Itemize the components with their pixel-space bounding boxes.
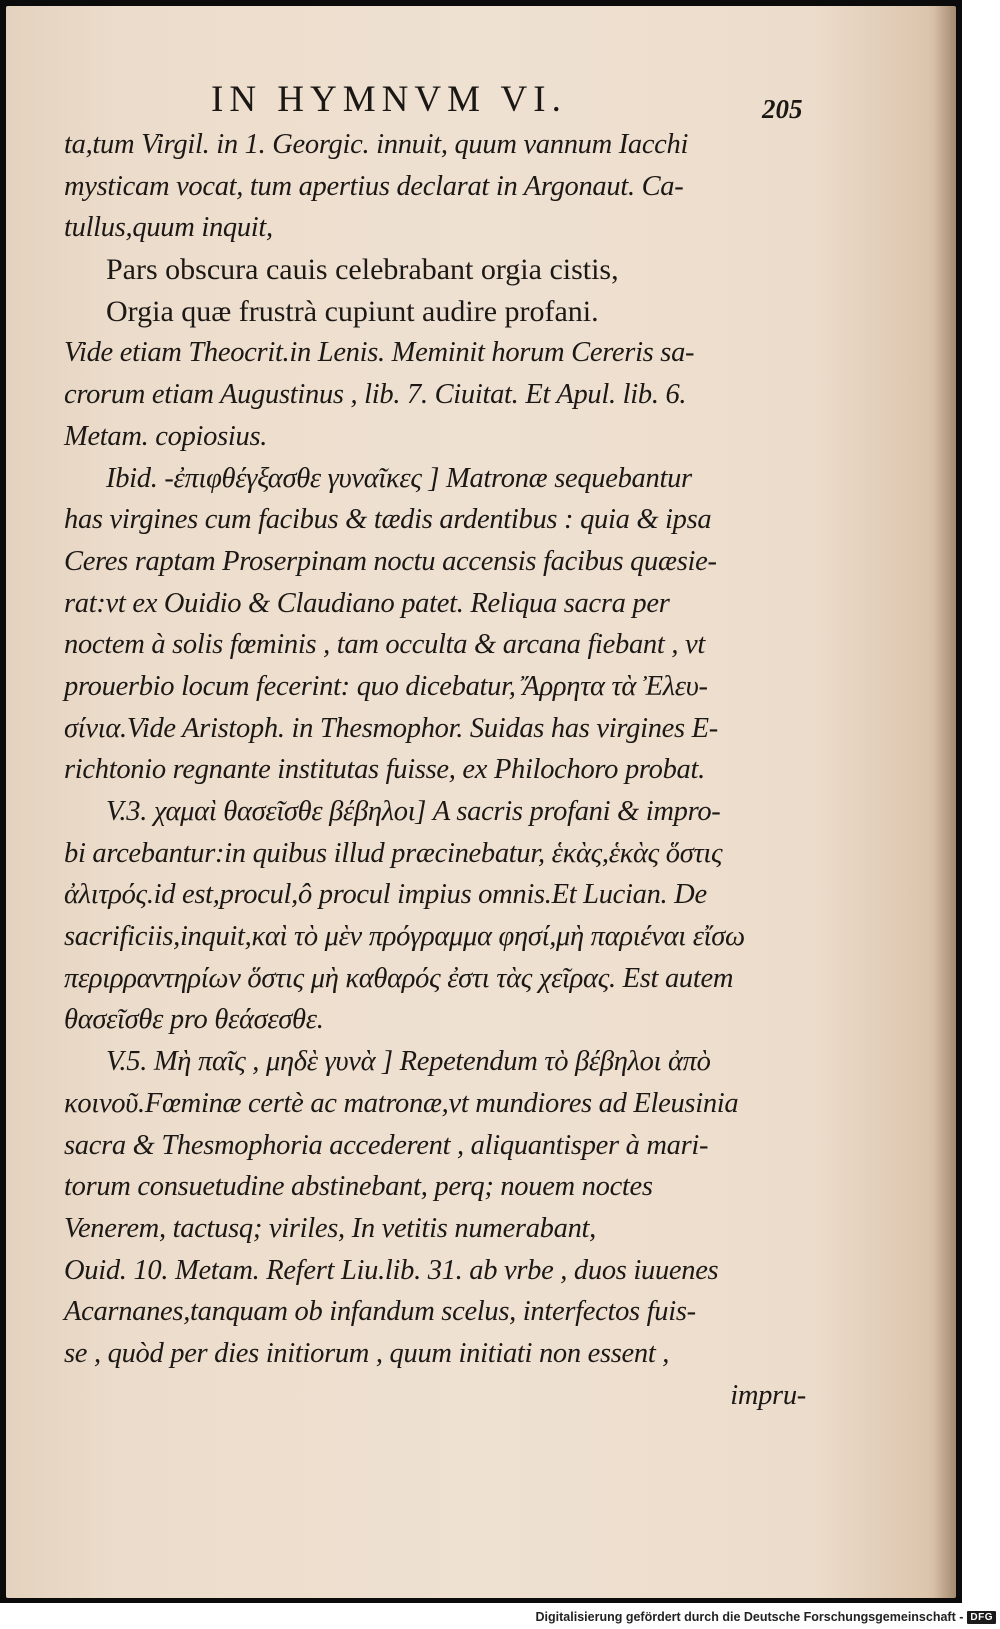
- text-line-1: ta,tum Virgil. in 1. Georgic. innuit, quum vannum Iacchi: [64, 129, 689, 160]
- text-line-21: περιρραντηρίων ὅστις μὴ καθαρός ἐστι τὰς χεῖρας. Est autem: [64, 962, 734, 994]
- verse-line-1: Pars obscura cauis celebrabant orgia cistis,: [106, 253, 619, 287]
- text-line-16: richtonio regnante institutas fuisse, ex Philochoro probat.: [64, 754, 705, 786]
- catchword: impru-: [730, 1379, 806, 1411]
- gutter-shadow: [934, 6, 956, 1598]
- page-header: [6, 78, 956, 128]
- verse-line-2: Orgia quæ frustrà cupiunt audire profani.: [106, 294, 599, 328]
- book-page: [6, 6, 956, 1598]
- text-line-29: Acarnanes,tanquam ob infandum scelus, interfectos fuis-: [64, 1296, 696, 1328]
- text-line-24: κοινοῦ.Fœminæ certè ac matronæ,vt mundiores ad Eleusinia: [64, 1087, 739, 1119]
- dfg-logo-icon: DFG: [967, 1611, 996, 1624]
- text-line-13: noctem à solis fœminis , tam occulta & arcana fiebant , vt: [64, 629, 705, 661]
- text-line-9: Ibid. -ἐπιφθέγξασθε γυναῖκες ] Matronæ sequebantur: [106, 462, 692, 494]
- funding-credit: Digitalisierung gefördert durch die Deutsche Forschungsgemeinschaft -: [535, 1610, 964, 1624]
- text-line-30: se , quòd per dies initiorum , quum initiati non essent ,: [64, 1337, 670, 1369]
- text-line-25: sacra & Thesmophoria accederent , aliquantisper à mari-: [64, 1129, 709, 1161]
- text-line-3: tullus,quum inquit,: [64, 212, 273, 244]
- text-line-11: Ceres raptam Proserpinam noctu accensis facibus quæsie-: [64, 545, 717, 577]
- text-line-7: crorum etiam Augustinus , lib. 7. Ciuitat. Et Apul. lib. 6.: [64, 379, 687, 411]
- text-line-17: V.3. χαμαὶ θασεῖσθε βέβηλοι] A sacris profani & impro-: [106, 796, 721, 827]
- page-number: 205: [762, 94, 803, 124]
- text-line-23: V.5. Μὴ παῖς , μηδὲ γυνὰ ] Repetendum τὸ βέβηλοι ἀπὸ: [106, 1046, 711, 1078]
- text-line-22: θασεῖσθε pro θεάσεσθε.: [64, 1004, 324, 1036]
- text-line-27: Venerem, tactusq; viriles, In vetitis numerabant,: [64, 1212, 596, 1244]
- page-surface: [6, 6, 956, 1598]
- running-head: IN HYMNVM VI.: [211, 79, 567, 120]
- text-line-28: Ouid. 10. Metam. Refert Liu.lib. 31. ab vrbe , duos iuuenes: [64, 1254, 719, 1286]
- text-line-10: has virgines cum facibus & tædis ardentibus : quia & ipsa: [64, 504, 712, 536]
- body-text: [64, 124, 806, 1416]
- text-line-12: rat:vt ex Ouidio & Claudiano patet. Reliqua sacra per: [64, 587, 670, 619]
- text-line-14: prouerbio locum fecerint: quo dicebatur, Ἄρρητα τὰ Ἐλευ-: [64, 670, 708, 702]
- text-line-19: ἀλιτρός.id est,procul,ô procul impius omnis.Et Lucian. De: [64, 879, 707, 911]
- text-line-26: torum consuetudine abstinebant, perq; nouem noctes: [64, 1171, 653, 1203]
- text-line-8: Metam. copiosius.: [64, 420, 268, 452]
- text-line-6: Vide etiam Theocrit.in Lenis. Meminit horum Cereris sa-: [64, 337, 695, 369]
- digitization-footer: [0, 1607, 1000, 1627]
- text-line-2: mysticam vocat, tum apertius declarat in Argonaut. Ca-: [64, 170, 684, 202]
- text-line-18: bi arcebantur:in quibus illud præcinebatur, ἑκὰς,ἑκὰς ὅστις: [64, 837, 723, 869]
- text-line-15: σίνια.Vide Aristoph. in Thesmophor. Suidas has virgines E-: [64, 712, 718, 744]
- text-line-20: sacrificiis,inquit,καὶ τὸ μὲν πρόγραμμα φησί,μὴ παριέναι εἴσω: [64, 921, 745, 953]
